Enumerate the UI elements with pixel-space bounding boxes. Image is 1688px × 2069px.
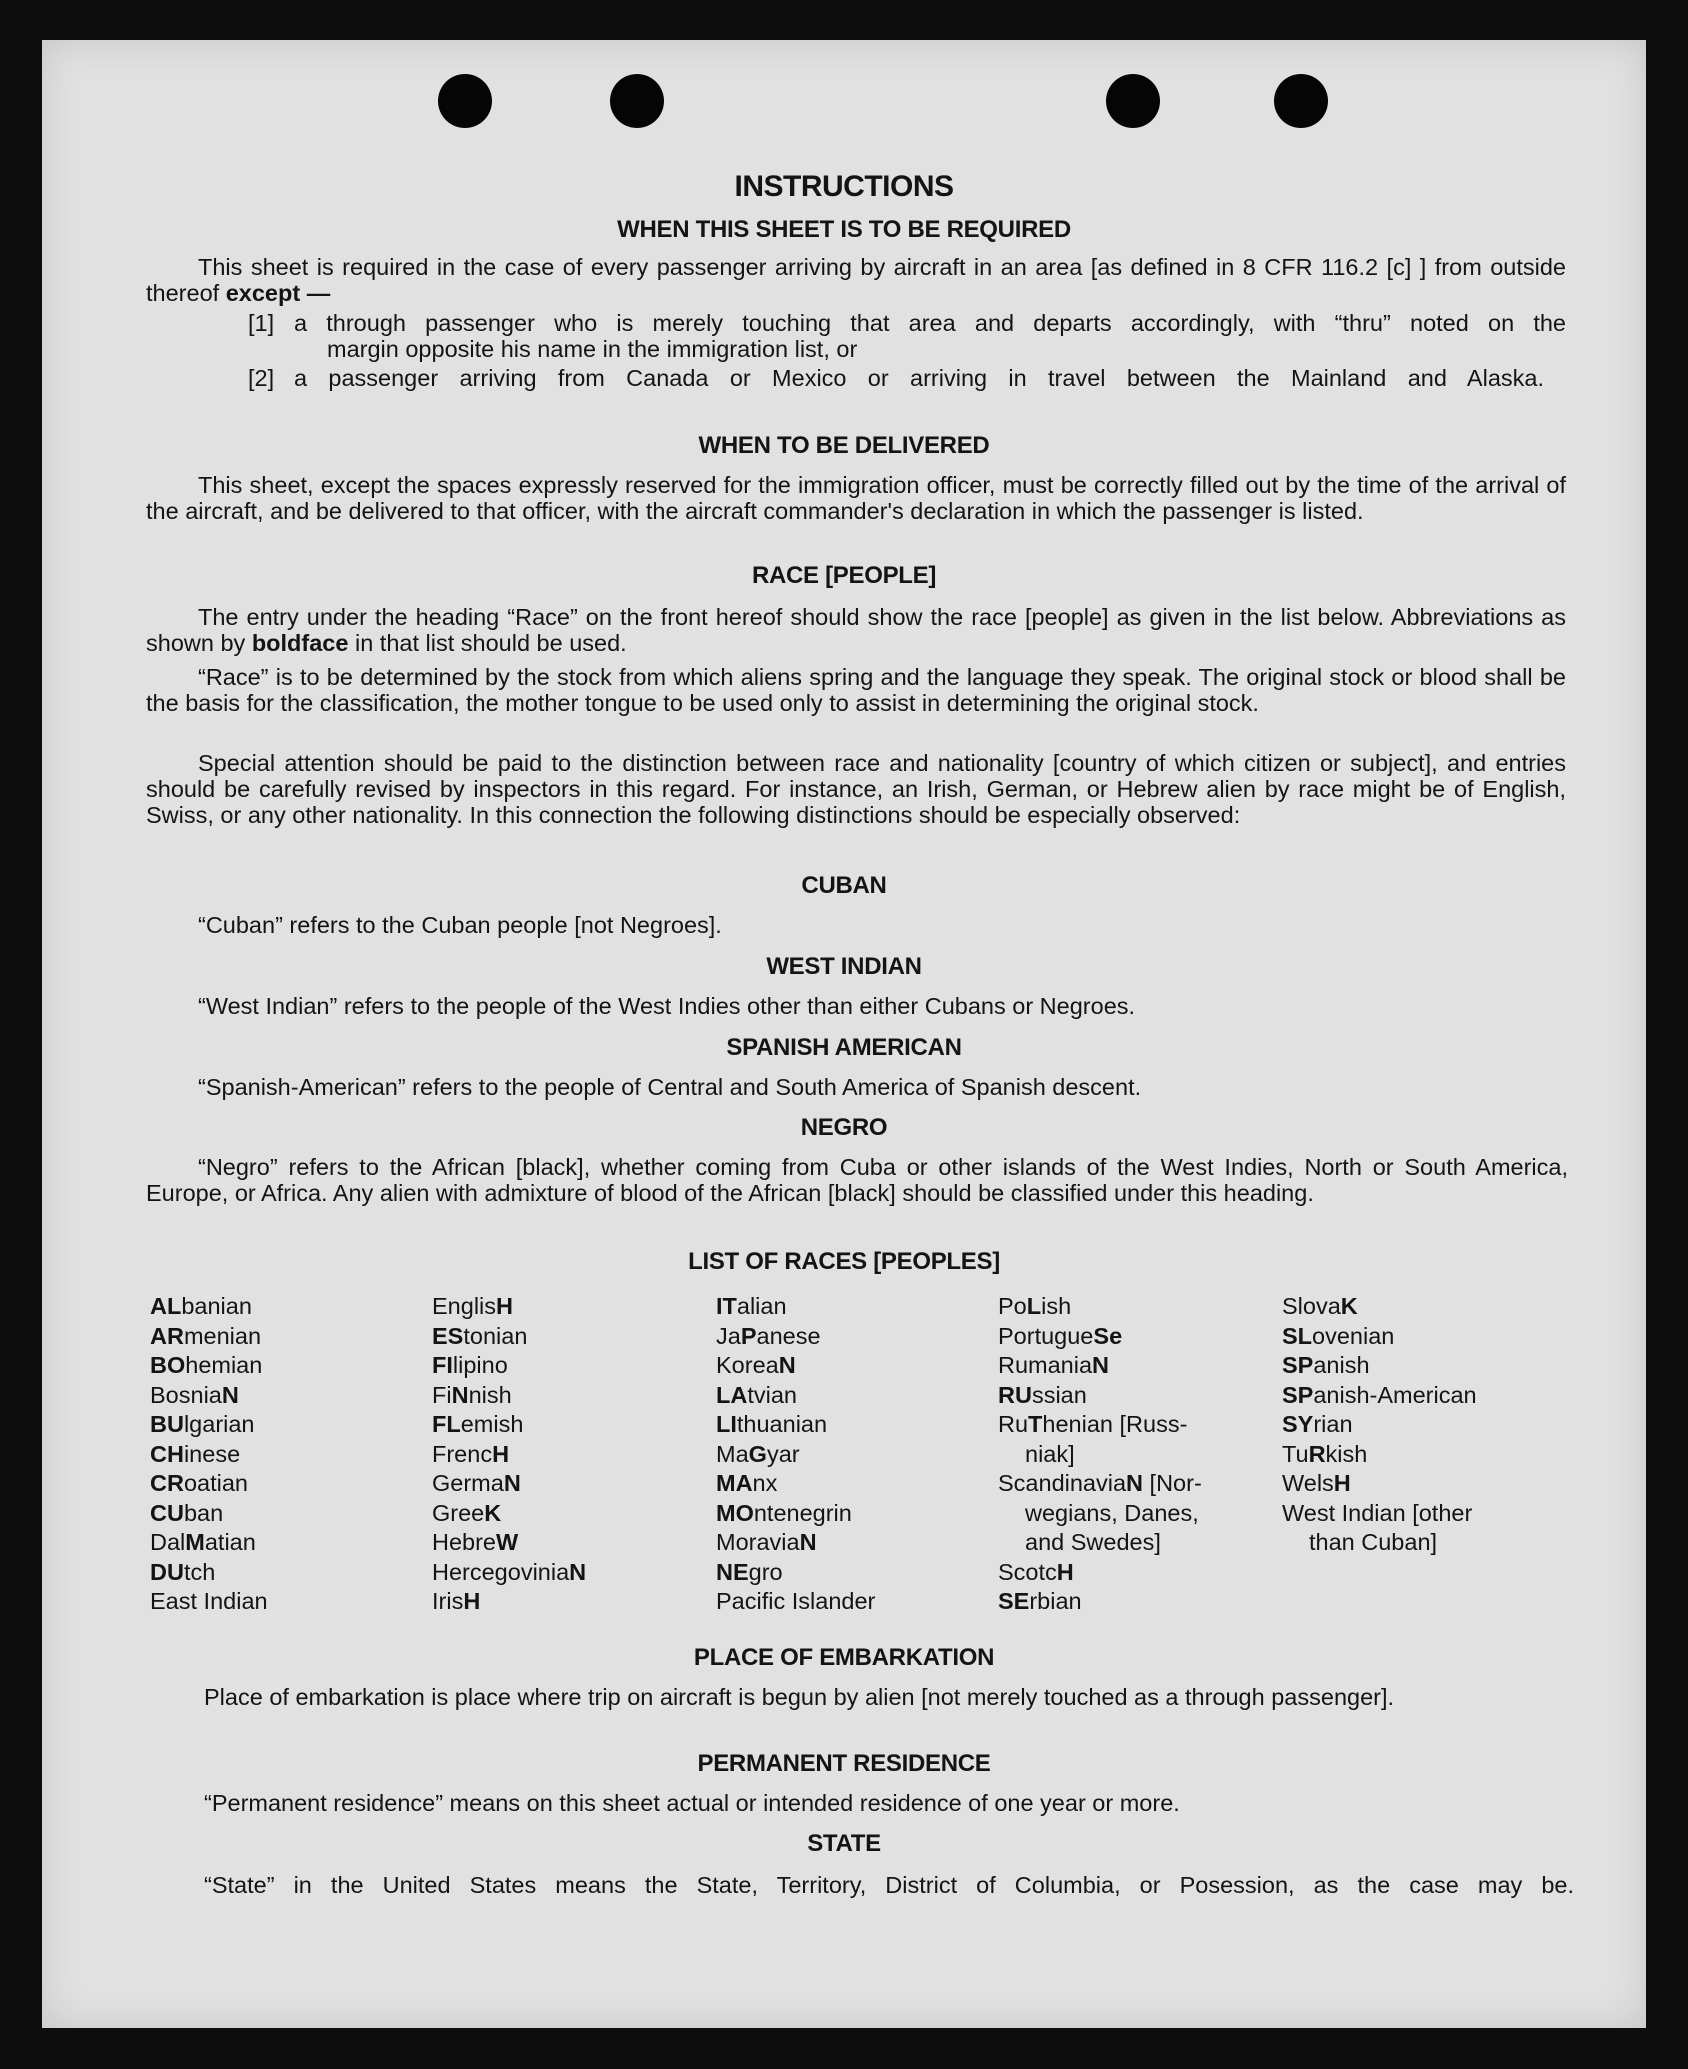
race-entry: TuRkish	[1282, 1440, 1368, 1467]
negro-text: “Negro” refers to the African [black], whether coming from Cuba or other islands of the West Indies, North or South America, Europe, or Africa. Any alien with admixture of blood of the African [black] should be classified under this heading.	[146, 1154, 1568, 1206]
race-entry: Pacific Islander	[716, 1588, 876, 1614]
race-entry: RUssian	[998, 1381, 1087, 1408]
section-heading-race: RACE [PEOPLE]	[751, 562, 937, 589]
item-1-line-1: a through passenger who is merely touching that area and departs accordingly, with “thru” noted on the	[294, 310, 1566, 336]
race-entry: BUlgarian	[150, 1411, 255, 1437]
race-entry: MaGyar	[716, 1440, 800, 1467]
race-entry: SErbian	[998, 1588, 1082, 1614]
race-paragraph-2: “Race” is to be determined by the stock from which aliens spring and the language they speak. The original stock or blood shall be the basis for the classification, the mother tongue to be used only to assist in determining the original stock.	[146, 664, 1566, 716]
page-title: INSTRUCTIONS	[734, 170, 954, 203]
race-entry: SLovenian	[1282, 1322, 1395, 1349]
section-heading-state: STATE	[807, 1830, 881, 1857]
race-entry: MoraviaN	[716, 1529, 817, 1555]
race-entry: BosniaN	[150, 1381, 239, 1408]
race-entry: niak]	[1025, 1440, 1075, 1467]
race-entry: CHinese	[150, 1440, 241, 1467]
item-2-text: a passenger arriving from Canada or Mexico or arriving in travel between the Mainland and Alaska.	[294, 365, 1544, 391]
races-column-4	[998, 1292, 1202, 1617]
cuban-text: “Cuban” refers to the Cuban people [not Negroes].	[198, 912, 722, 938]
item-1-number: [1]	[248, 310, 275, 336]
race-entry: GermaN	[432, 1470, 521, 1496]
race-entry: East Indian	[150, 1588, 268, 1614]
race-entry: GreeK	[432, 1499, 502, 1526]
race-paragraph-1: The entry under the heading “Race” on the front hereof should show the race [people] as given in the list below. Abbreviations as shown by boldface in that list should be used.	[146, 604, 1566, 656]
race-entry: PoLish	[998, 1293, 1072, 1319]
race-entry: LAtvian	[716, 1381, 797, 1408]
race-entry: JaPanese	[716, 1322, 821, 1349]
west-indian-text: “West Indian” refers to the people of the West Indies other than either Cubans or Negroes.	[198, 993, 1136, 1019]
race-entry: ARmenian	[150, 1322, 262, 1349]
race-entry: DUtch	[150, 1558, 216, 1585]
section-heading-embarkation: PLACE OF EMBARKATION	[693, 1644, 995, 1671]
item-1-line-2: margin opposite his name in the immigration list, or	[327, 336, 858, 362]
punch-hole	[438, 74, 492, 128]
embarkation-text: Place of embarkation is place where trip on aircraft is begun by alien [not merely touched as a through passenger].	[204, 1684, 1395, 1710]
race-entry: CRoatian	[150, 1470, 248, 1496]
when-delivered-text: This sheet, except the spaces expressly reserved for the immigration officer, must be correctly filled out by the time of the arrival of the aircraft, and be delivered to that officer, with the aircraft commander's declaration in which the passenger is listed.	[146, 472, 1566, 524]
race-entry: WelsH	[1282, 1470, 1351, 1496]
race-entry: FIlipino	[432, 1352, 508, 1378]
section-heading-list-of-races: LIST OF RACES [PEOPLES]	[688, 1248, 1000, 1275]
races-column-5	[1282, 1292, 1477, 1558]
race-entry: EnglisH	[432, 1293, 513, 1319]
punch-hole	[610, 74, 664, 128]
section-heading-when-delivered: WHEN TO BE DELIVERED	[698, 432, 990, 459]
section-heading-spanish-american: SPANISH AMERICAN	[726, 1034, 962, 1061]
race-entry: SPanish	[1282, 1352, 1370, 1378]
race-entry: FiNnish	[432, 1381, 512, 1408]
race-entry: and Swedes]	[1025, 1529, 1161, 1555]
section-heading-permanent-residence: PERMANENT RESIDENCE	[697, 1750, 991, 1777]
race-entry: West Indian [other	[1282, 1499, 1473, 1526]
race-entry: EStonian	[432, 1322, 528, 1349]
document-page	[42, 40, 1646, 2028]
race-entry: RumaniaN	[998, 1352, 1110, 1378]
punch-hole	[1274, 74, 1328, 128]
race-paragraph-3: Special attention should be paid to the distinction between race and nationality [country of which citizen or subject], and entries should be carefully revised by inspectors in this regard. For instance, an Irish, German, or Hebrew alien by race might be of English, Swiss, or any other nationality. In this connection the following distinctions should be especially observed:	[146, 750, 1566, 828]
race-entry: ITalian	[716, 1293, 787, 1319]
section-heading-west-indian: WEST INDIAN	[766, 953, 922, 980]
race-entry: SPanish-American	[1282, 1381, 1477, 1408]
race-entry: KoreaN	[716, 1352, 796, 1378]
race-entry: ALbanian	[150, 1293, 252, 1319]
race-entry: HercegoviniaN	[432, 1558, 587, 1585]
races-column-3	[716, 1292, 875, 1617]
race-entry: HebreW	[432, 1529, 519, 1555]
race-entry: MAnx	[716, 1470, 778, 1496]
race-entry: IrisH	[432, 1588, 481, 1614]
race-entry: SYrian	[1282, 1411, 1353, 1437]
section-heading-negro: NEGRO	[800, 1114, 888, 1141]
race-entry: ScandinaviaN [Nor-	[998, 1470, 1202, 1496]
race-entry: than Cuban]	[1309, 1529, 1438, 1555]
race-entry: RuThenian [Russ-	[998, 1411, 1188, 1437]
when-required-intro: This sheet is required in the case of every passenger arriving by aircraft in an area [as defined in 8 CFR 116.2 [c] ] from outside thereof except —	[146, 254, 1566, 306]
permanent-residence-text: “Permanent residence” means on this sheet actual or intended residence of one year or more.	[204, 1790, 1180, 1816]
races-column-2	[432, 1292, 586, 1617]
race-entry: DalMatian	[150, 1529, 256, 1555]
race-entry: SlovaK	[1282, 1293, 1358, 1319]
race-entry: PortugueSe	[998, 1322, 1123, 1349]
race-entry: BOhemian	[150, 1352, 263, 1378]
race-entry: FrencH	[432, 1440, 510, 1467]
race-entry: LIthuanian	[716, 1411, 828, 1437]
punch-hole	[1106, 74, 1160, 128]
section-heading-when-required: WHEN THIS SHEET IS TO BE REQUIRED	[617, 216, 1071, 243]
race-entry: NEgro	[716, 1558, 783, 1585]
race-entry: wegians, Danes,	[1025, 1499, 1199, 1526]
item-2-number: [2]	[248, 365, 275, 391]
state-text: “State” in the United States means the State, Territory, District of Columbia, or Posession, as the case may be.	[204, 1872, 1574, 1898]
race-entry: MOntenegrin	[716, 1499, 852, 1526]
races-column-1	[150, 1292, 268, 1617]
race-entry: ScotcH	[998, 1558, 1074, 1585]
spanish-american-text: “Spanish-American” refers to the people of Central and South America of Spanish descent.	[198, 1074, 1142, 1100]
race-entry: CUban	[150, 1499, 224, 1526]
section-heading-cuban: CUBAN	[801, 872, 887, 899]
race-entry: FLemish	[432, 1411, 524, 1437]
